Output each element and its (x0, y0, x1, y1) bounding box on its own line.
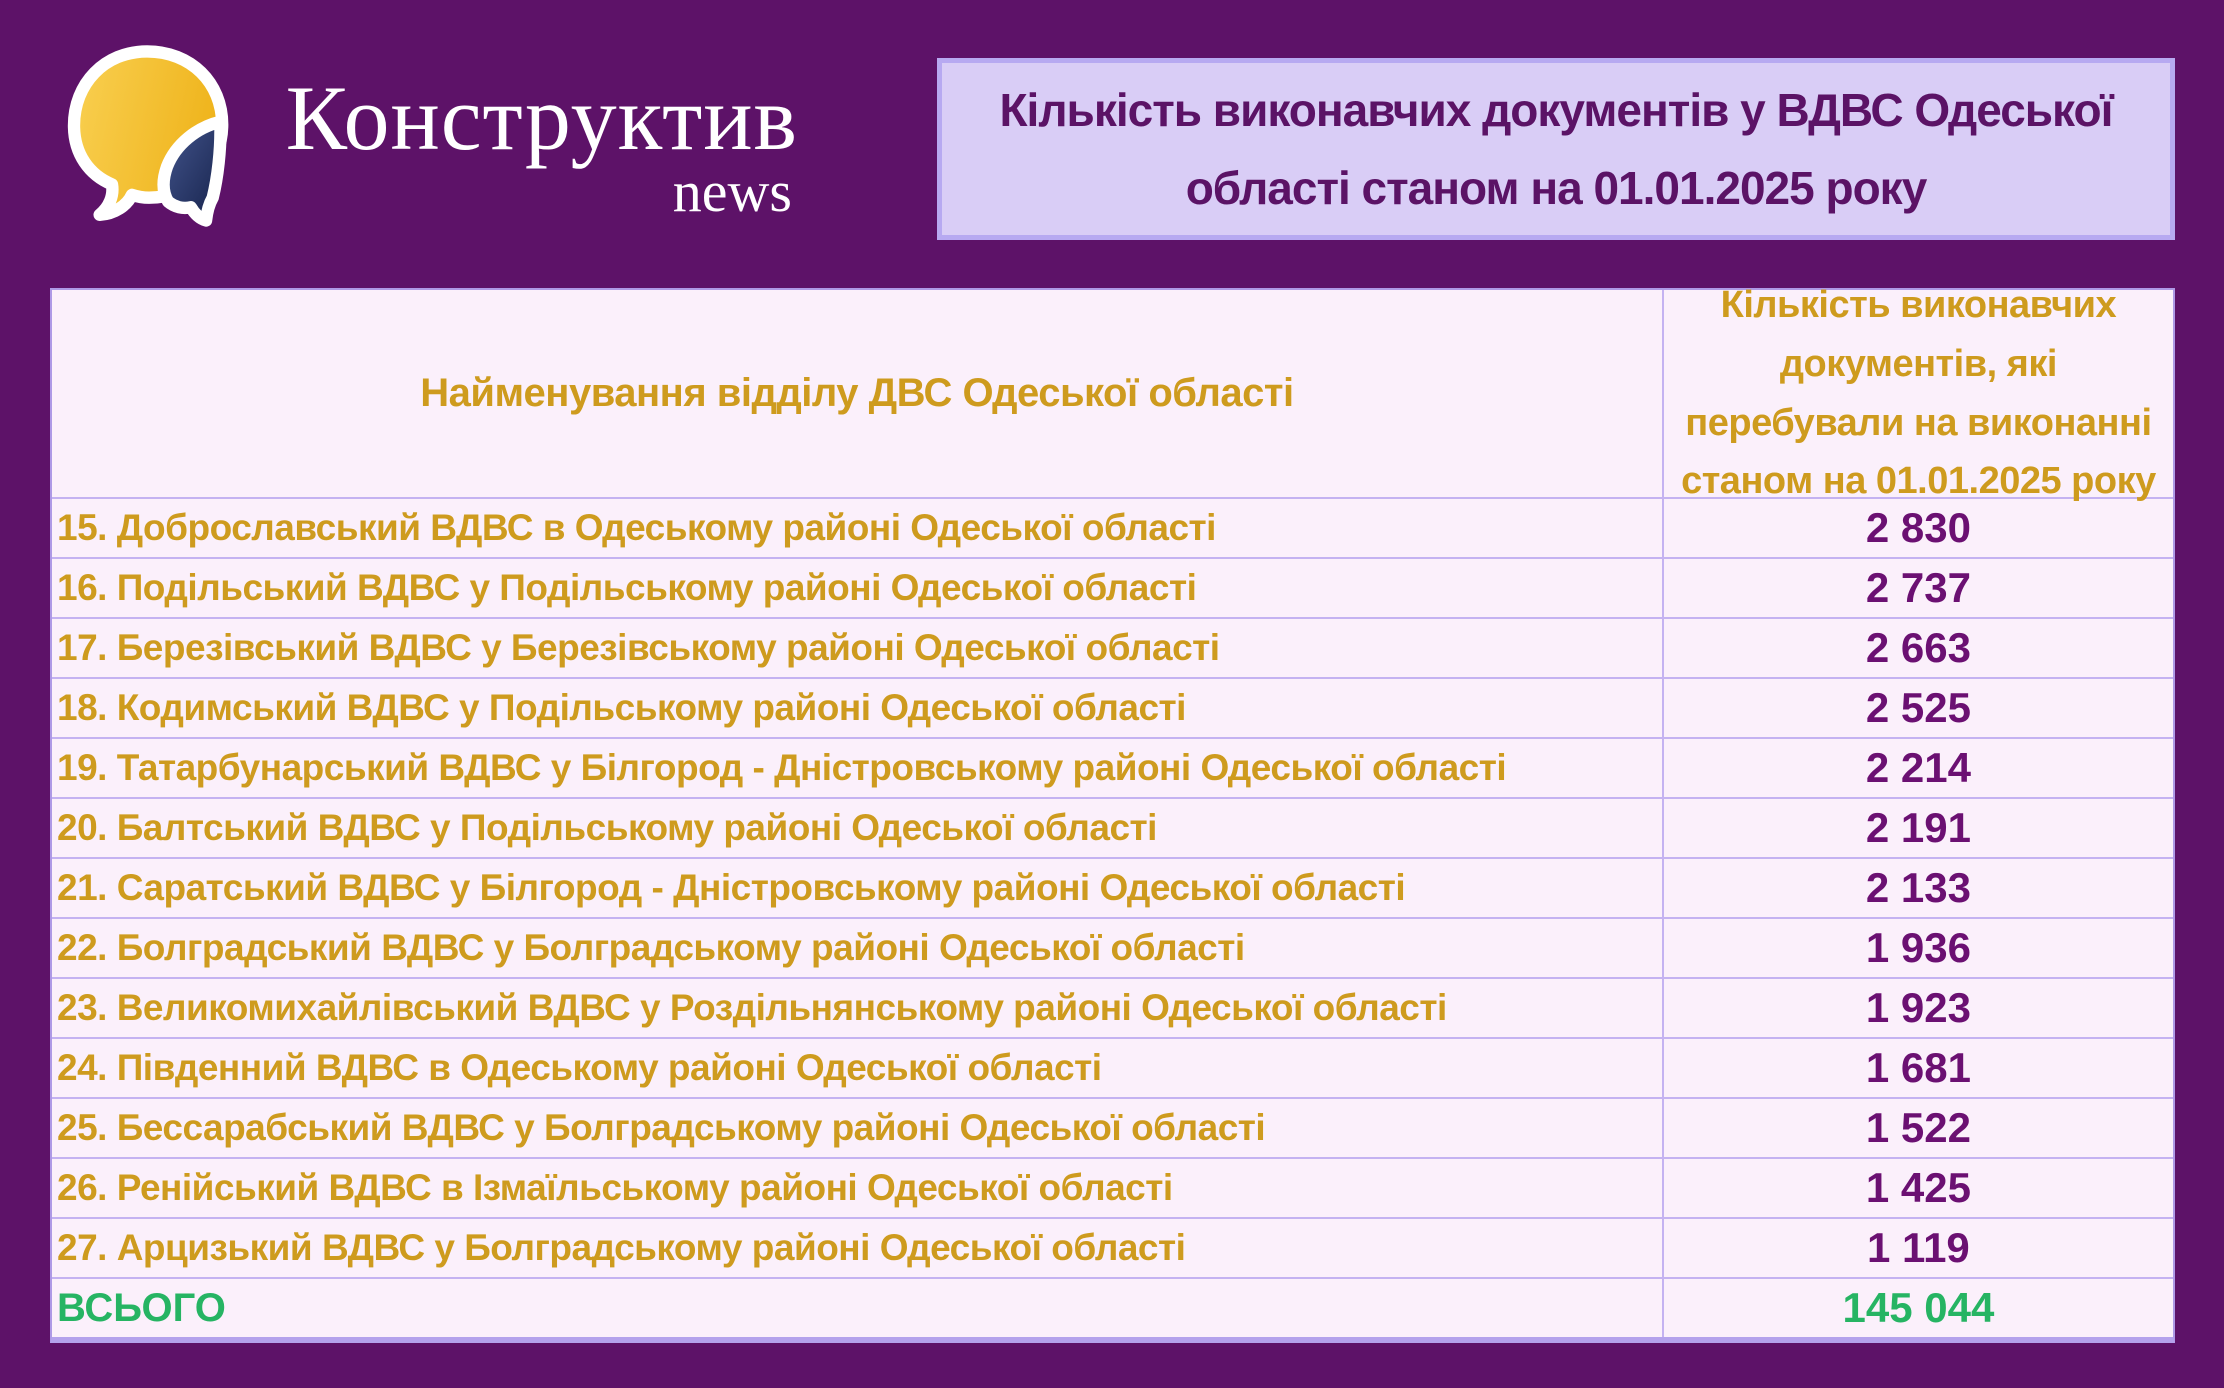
table-row (52, 917, 2173, 977)
table-header-row (52, 283, 2173, 503)
table-row (52, 617, 2173, 677)
table-row (52, 977, 2173, 1037)
total-label: ВСЬОГО (57, 1285, 226, 1330)
table-row (52, 497, 2173, 557)
table-row (52, 557, 2173, 617)
document-count: 1 681 (1662, 1039, 2173, 1097)
table-row (52, 797, 2173, 857)
brand-suffix: news (672, 159, 792, 224)
brand-wordmark (258, 67, 798, 224)
brand-logo (55, 40, 245, 230)
table-total-row (52, 1277, 2173, 1337)
table-row (52, 1217, 2173, 1277)
office-name: 20. Балтський ВДВС у Подільському районі Одеської області (57, 807, 1157, 848)
document-count: 2 525 (1662, 679, 2173, 737)
office-name: 16. Подільський ВДВС у Подільському районі Одеської області (57, 567, 1197, 608)
document-count: 2 191 (1662, 799, 2173, 857)
document-count: 1 522 (1662, 1099, 2173, 1157)
headline-box (937, 58, 2175, 240)
office-name: 21. Саратський ВДВС у Білгород - Дністровському районі Одеської області (57, 867, 1406, 908)
office-name: 27. Арцизький ВДВС у Болградському районі Одеської області (57, 1227, 1186, 1268)
table-row (52, 737, 2173, 797)
office-name: 24. Південний ВДВС в Одеському районі Одеської області (57, 1047, 1102, 1088)
office-name: 17. Березівський ВДВС у Березівському районі Одеської області (57, 627, 1220, 668)
document-count: 1 425 (1662, 1159, 2173, 1217)
office-name: 25. Бессарабський ВДВС у Болградському районі Одеської області (57, 1107, 1266, 1148)
document-count: 1 119 (1662, 1219, 2173, 1277)
table-row (52, 1157, 2173, 1217)
office-name: 19. Татарбунарський ВДВС у Білгород - Дністровському районі Одеської області (57, 747, 1507, 788)
statistics-table (50, 283, 2175, 1343)
page-title: Кількість виконавчих документів у ВДВС Одеської області станом на 01.01.2025 року (999, 83, 2113, 214)
document-count: 2 737 (1662, 559, 2173, 617)
office-name: 15. Доброславський ВДВС в Одеському районі Одеської області (57, 507, 1216, 548)
document-count: 1 923 (1662, 979, 2173, 1037)
column-header-name: Найменування відділу ДВС Одеської області (420, 371, 1294, 415)
column-header-value: Кількість виконавчих документів, які перебували на виконанні станом на 01.01.2025 року (1662, 290, 2173, 497)
document-count: 2 133 (1662, 859, 2173, 917)
table-row (52, 857, 2173, 917)
document-count: 1 936 (1662, 919, 2173, 977)
document-count: 2 830 (1662, 499, 2173, 557)
table-row (52, 1037, 2173, 1097)
total-value: 145 044 (1662, 1279, 2173, 1337)
document-count: 2 663 (1662, 619, 2173, 677)
office-name: 18. Кодимський ВДВС у Подільському районі Одеської області (57, 687, 1186, 728)
brand-name: Конструктив (285, 67, 798, 169)
table-row (52, 677, 2173, 737)
office-name: 22. Болградський ВДВС у Болградському районі Одеської області (57, 927, 1245, 968)
office-name: 23. Великомихайлівський ВДВС у Роздільнянському районі Одеської області (57, 987, 1447, 1028)
table-row (52, 1097, 2173, 1157)
document-count: 2 214 (1662, 739, 2173, 797)
office-name: 26. Ренійський ВДВС в Ізмаїльському районі Одеської області (57, 1167, 1173, 1208)
speech-bubbles-logo-icon (55, 40, 245, 230)
